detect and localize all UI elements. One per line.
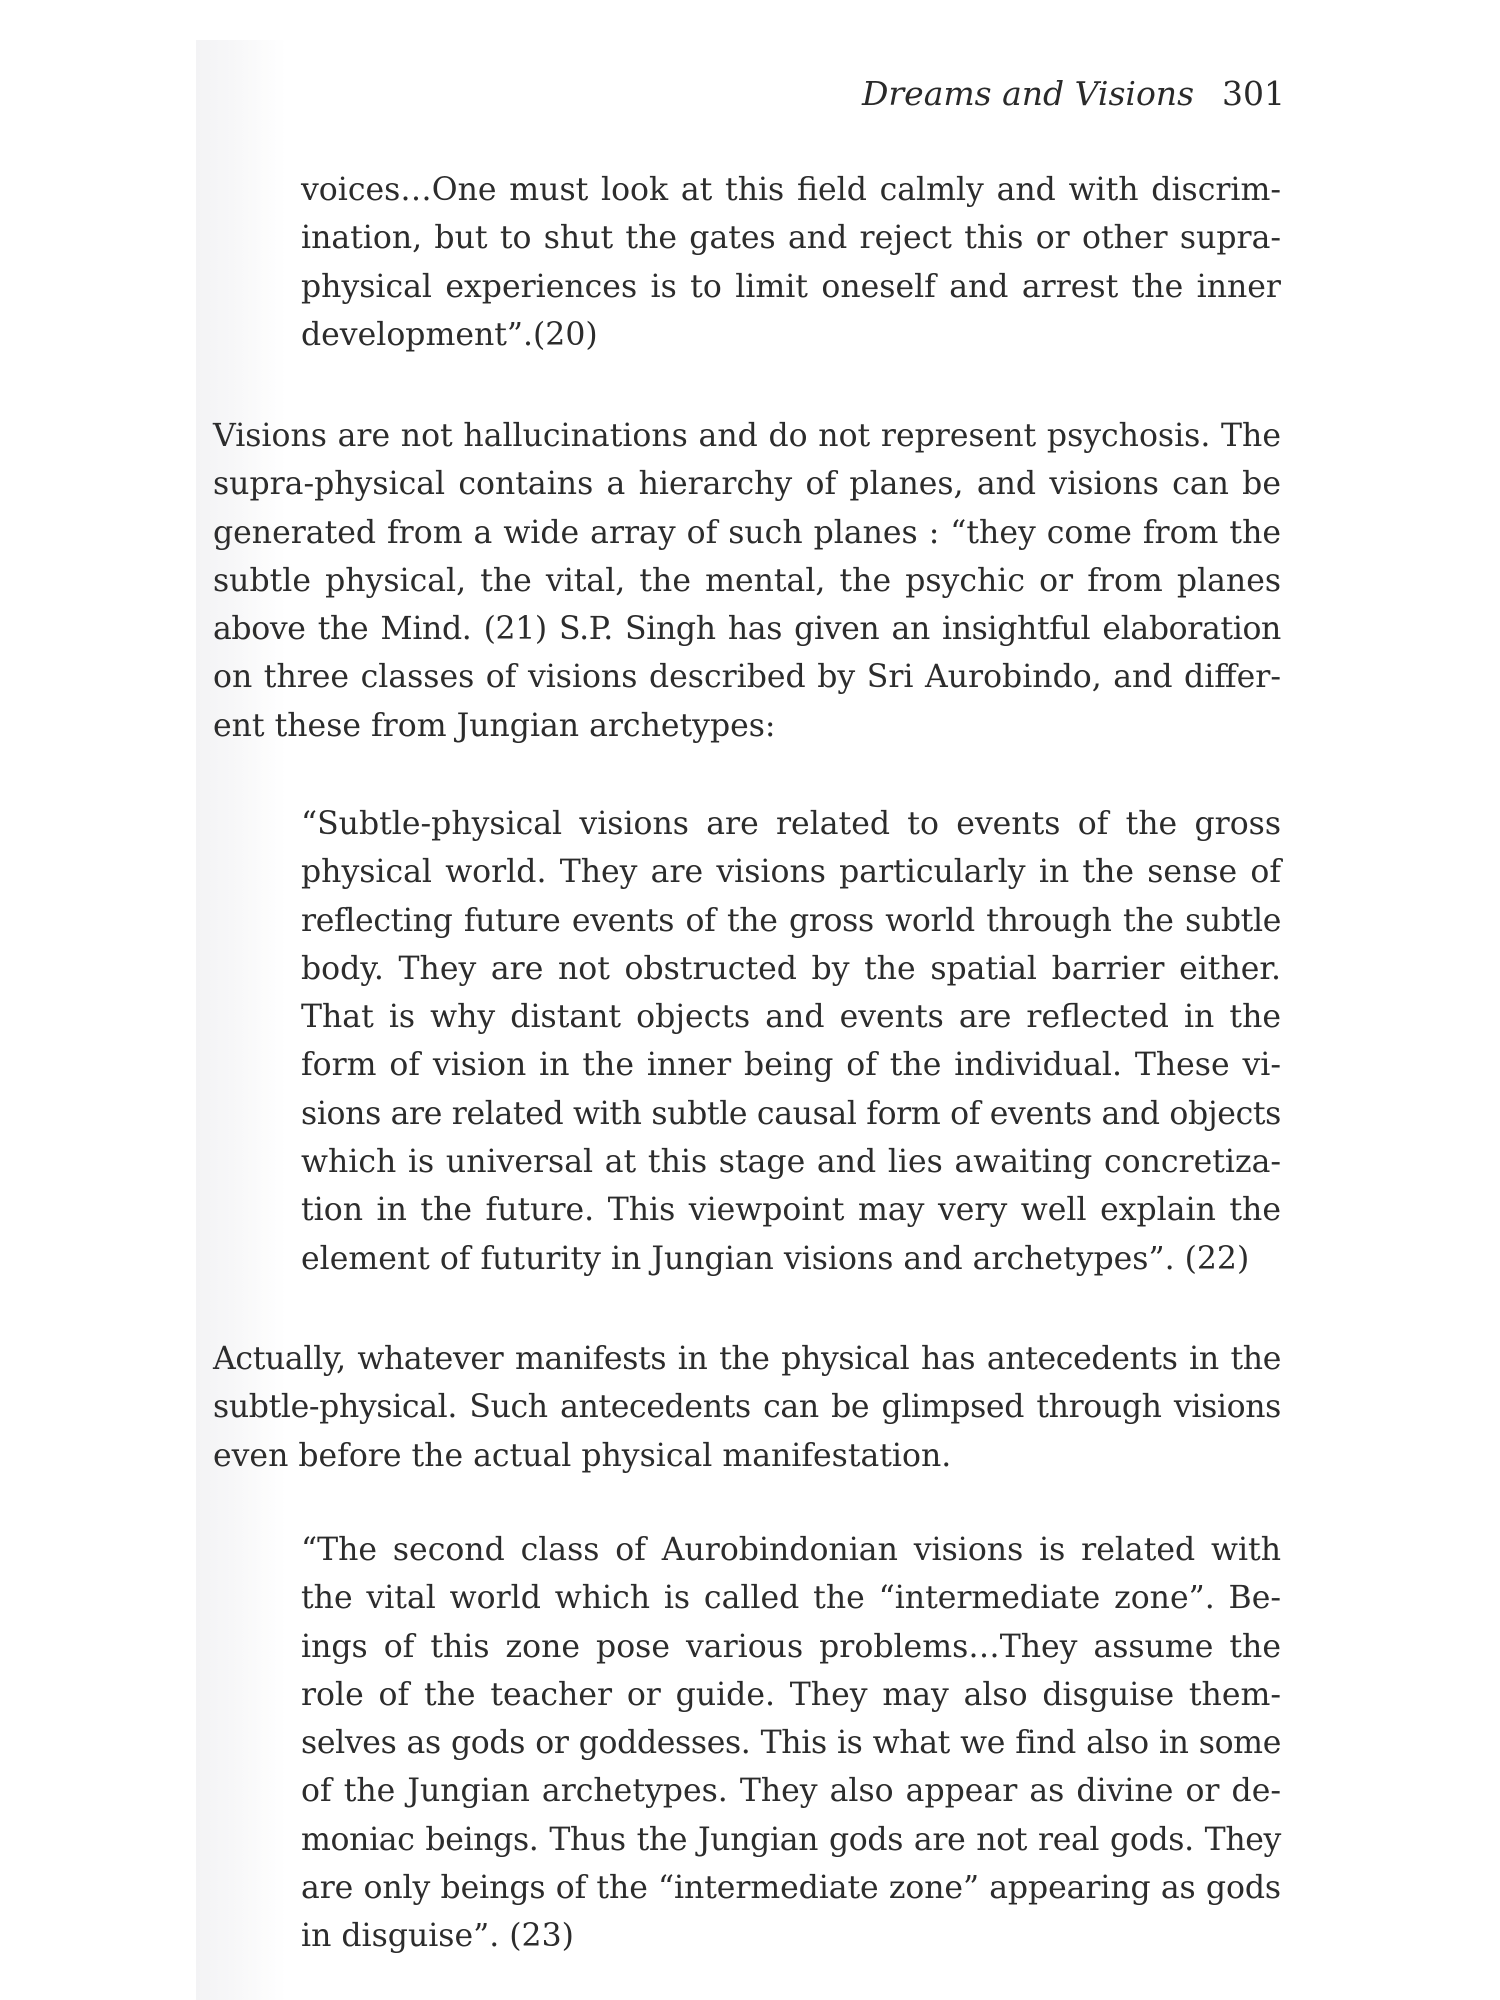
text-line: “Subtle-physical visions are related to events of the gross [301, 806, 1281, 842]
page-gutter-shadow [196, 40, 286, 2000]
text-line: of the Jungian archetypes. They also appear as divine or de- [301, 1773, 1281, 1810]
block-quote-2 [301, 800, 1281, 1283]
text-line: above the Mind. (21) S.P. Singh has given an insightful elaboration [213, 611, 1281, 648]
text-line: physical experiences is to limit oneself and arrest the inner [301, 268, 1281, 305]
text-line: development”.(20) [301, 316, 598, 353]
text-line: “The second class of Aurobindonian visions is related with [301, 1532, 1281, 1568]
text-line: selves as gods or goddesses. This is what we find also in some [301, 1725, 1281, 1762]
block-quote-3 [301, 1526, 1281, 1961]
text-line: are only beings of the “intermediate zone” appearing as gods [301, 1870, 1281, 1907]
text-line: ination, but to shut the gates and reject this or other supra- [301, 220, 1281, 257]
text-line: ent these from Jungian archetypes: [213, 707, 776, 744]
text-line: subtle physical, the vital, the mental, the psychic or from planes [213, 562, 1281, 599]
text-line: generated from a wide array of such planes : “they come from the [213, 514, 1281, 551]
running-header [760, 74, 1285, 113]
text-line: body. They are not obstructed by the spatial barrier either. [301, 950, 1281, 987]
text-line: even before the actual physical manifestation. [213, 1437, 952, 1474]
text-line: element of futurity in Jungian visions and archetypes”. (22) [301, 1240, 1250, 1277]
text-line: physical world. They are visions particularly in the sense of [301, 854, 1281, 891]
text-line: sions are related with subtle causal form of events and objects [301, 1095, 1281, 1132]
text-line: Actually, whatever manifests in the physical has antecedents in the [213, 1341, 1281, 1377]
text-line: which is universal at this stage and lies awaiting concretiza- [301, 1144, 1281, 1181]
paragraph-2 [213, 1335, 1281, 1480]
block-quote-1 [301, 166, 1281, 359]
text-line: the vital world which is called the “intermediate zone”. Be- [301, 1580, 1281, 1617]
text-line: in disguise”. (23) [301, 1918, 574, 1955]
text-line: That is why distant objects and events are reflected in the [301, 999, 1281, 1036]
text-line: role of the teacher or guide. They may also disguise them- [301, 1676, 1281, 1713]
page-number: 301 [1222, 74, 1285, 113]
text-line: supra-physical contains a hierarchy of planes, and visions can be [213, 466, 1281, 503]
text-line: subtle-physical. Such antecedents can be glimpsed through visions [213, 1389, 1281, 1426]
text-line: reflecting future events of the gross world through the subtle [301, 902, 1281, 939]
paragraph-1 [213, 412, 1281, 750]
text-line: form of vision in the inner being of the individual. These vi- [301, 1047, 1281, 1084]
text-line: on three classes of visions described by Sri Aurobindo, and differ- [213, 659, 1281, 696]
text-line: tion in the future. This viewpoint may very well explain the [301, 1192, 1281, 1229]
text-line: ings of this zone pose various problems…They assume the [301, 1628, 1281, 1665]
text-line: Visions are not hallucinations and do not represent psychosis. The [213, 418, 1281, 454]
text-line: moniac beings. Thus the Jungian gods are not real gods. They [301, 1821, 1281, 1858]
running-title: Dreams and Visions [861, 74, 1194, 113]
text-line: voices…One must look at this field calmly and with discrim- [301, 172, 1281, 208]
